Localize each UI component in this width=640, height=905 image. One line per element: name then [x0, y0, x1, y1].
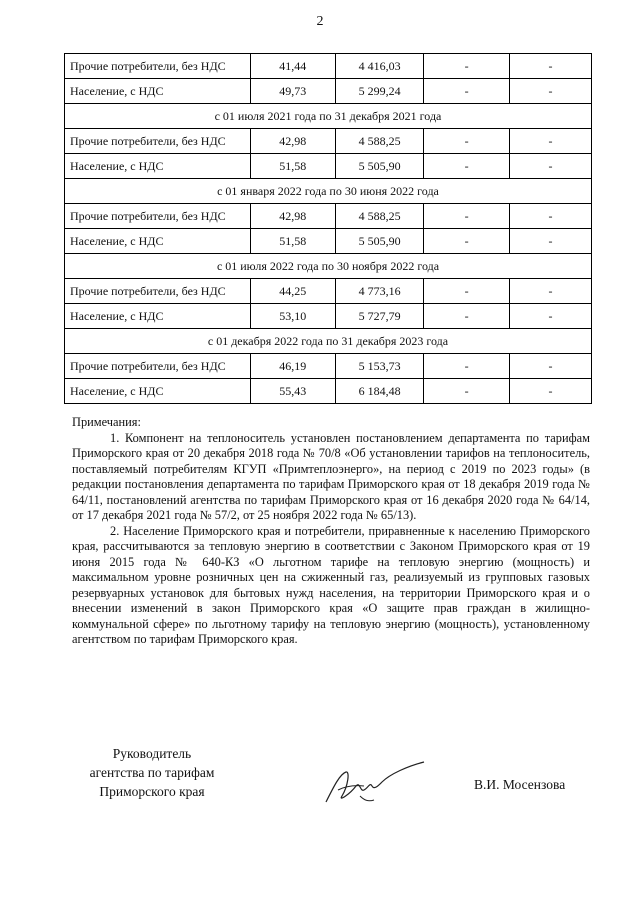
tariff-value-cell: - [424, 129, 510, 154]
signatory-title-line: Приморского края [99, 784, 205, 799]
table-row [65, 229, 592, 254]
consumer-category-cell: Население, с НДС [65, 229, 251, 254]
page-number: 2 [316, 14, 324, 29]
tariff-value-cell: - [424, 204, 510, 229]
consumer-category-cell: Прочие потребители, без НДС [65, 54, 251, 79]
period-label: с 01 июля 2021 года по 31 декабря 2021 года [65, 104, 592, 129]
tariff-value-cell: - [509, 204, 591, 229]
tariff-value-cell: 42,98 [250, 204, 335, 229]
tariff-value-cell: 55,43 [250, 379, 335, 404]
table-row [65, 129, 592, 154]
tariff-value-cell: 4 588,25 [335, 129, 423, 154]
table-row [65, 154, 592, 179]
tariff-value-cell: - [424, 279, 510, 304]
tariff-value-cell: 5 505,90 [335, 154, 423, 179]
tariff-value-cell: - [424, 229, 510, 254]
signatory-title-line: агентства по тарифам [89, 765, 215, 780]
period-row [65, 104, 592, 129]
tariff-value-cell: 5 153,73 [335, 354, 423, 379]
table-row [65, 279, 592, 304]
tariff-value-cell: - [424, 354, 510, 379]
tariff-value-cell: 4 588,25 [335, 204, 423, 229]
consumer-category-cell: Прочие потребители, без НДС [65, 204, 251, 229]
tariff-value-cell: - [509, 354, 591, 379]
tariff-value-cell: 4 416,03 [335, 54, 423, 79]
signatory-title [72, 744, 232, 801]
tariff-value-cell: 46,19 [250, 354, 335, 379]
consumer-category-cell: Прочие потребители, без НДС [65, 354, 251, 379]
table-row [65, 354, 592, 379]
tariff-value-cell: 49,73 [250, 79, 335, 104]
table-row [65, 79, 592, 104]
period-label: с 01 июля 2022 года по 30 ноября 2022 года [65, 254, 592, 279]
tariff-value-cell: 5 299,24 [335, 79, 423, 104]
period-label: с 01 декабря 2022 года по 31 декабря 2023 года [65, 329, 592, 354]
table-row [65, 304, 592, 329]
tariff-value-cell: 51,58 [250, 229, 335, 254]
consumer-category-cell: Население, с НДС [65, 79, 251, 104]
consumer-category-cell: Население, с НДС [65, 304, 251, 329]
period-row [65, 179, 592, 204]
notes-section [72, 415, 590, 648]
tariff-value-cell: 53,10 [250, 304, 335, 329]
consumer-category-cell: Прочие потребители, без НДС [65, 129, 251, 154]
tariff-value-cell: - [509, 154, 591, 179]
tariff-value-cell: - [424, 54, 510, 79]
tariff-value-cell: - [509, 79, 591, 104]
tariff-value-cell: - [509, 229, 591, 254]
handwritten-signature [320, 756, 430, 808]
consumer-category-cell: Население, с НДС [65, 154, 251, 179]
tariff-value-cell: 5 727,79 [335, 304, 423, 329]
tariff-value-cell: - [424, 154, 510, 179]
period-label: с 01 января 2022 года по 30 июня 2022 года [65, 179, 592, 204]
signatory-title-line: Руководитель [112, 746, 192, 761]
tariff-value-cell: 4 773,16 [335, 279, 423, 304]
tariff-value-cell: - [509, 304, 591, 329]
tariff-value-cell: - [509, 279, 591, 304]
table-row [65, 204, 592, 229]
tariff-value-cell: - [424, 304, 510, 329]
tariff-value-cell: - [509, 379, 591, 404]
tariff-value-cell: 44,25 [250, 279, 335, 304]
note-item-2: 2. Население Приморского края и потребители, приравненные к населению Приморского края, рассчитываются за тепловую энергию в соответствии с Законом Приморского края от 19 июня 2015 года № 640-КЗ «О льготном тарифе на тепловую энергию (мощность) и максимальном уровне розничных цен на сжиженный газ, реализуемый из групповых газовых резервуарных установок для бытовых нужд населения, на территории Приморского края и о внесении изменений в закон Приморского края «О защите прав граждан в жилищно-коммунальной сфере» по льготному тарифу на тепловую энергию (мощность), установленному агентством по тарифам Приморского края. [72, 523, 590, 646]
tariff-value-cell: 41,44 [250, 54, 335, 79]
tariff-value-cell: - [509, 54, 591, 79]
tariff-value-cell: 5 505,90 [335, 229, 423, 254]
tariff-value-cell: 51,58 [250, 154, 335, 179]
table-row [65, 54, 592, 79]
tariff-value-cell: - [509, 129, 591, 154]
tariff-value-cell: 42,98 [250, 129, 335, 154]
consumer-category-cell: Прочие потребители, без НДС [65, 279, 251, 304]
signer-name: В.И. Мосензова [474, 777, 566, 792]
note-item-1: 1. Компонент на теплоноситель установлен постановлением департамента по тарифам Приморского края от 20 декабря 2018 года № 70/8 «Об установлении тарифов на теплоноситель, поставляемый потребителям КГУП «Примтеплоэнерго», на период с 2019 по 2023 годы» (в редакции постановления департамента по тарифам Приморского края от 18 декабря 2019 года № 64/11, постановлений агентства по тарифам Приморского края от 16 декабря 2020 года № 64/14, от 17 декабря 2021 года № 57/2, от 25 ноября 2022 года № 65/13). [72, 430, 590, 522]
tariff-value-cell: - [424, 379, 510, 404]
tariff-value-cell: 6 184,48 [335, 379, 423, 404]
table-row [65, 379, 592, 404]
consumer-category-cell: Население, с НДС [65, 379, 251, 404]
tariff-table-body [65, 54, 592, 404]
tariff-value-cell: - [424, 79, 510, 104]
period-row [65, 329, 592, 354]
tariff-table [64, 53, 592, 404]
period-row [65, 254, 592, 279]
notes-heading: Примечания: [72, 415, 141, 429]
